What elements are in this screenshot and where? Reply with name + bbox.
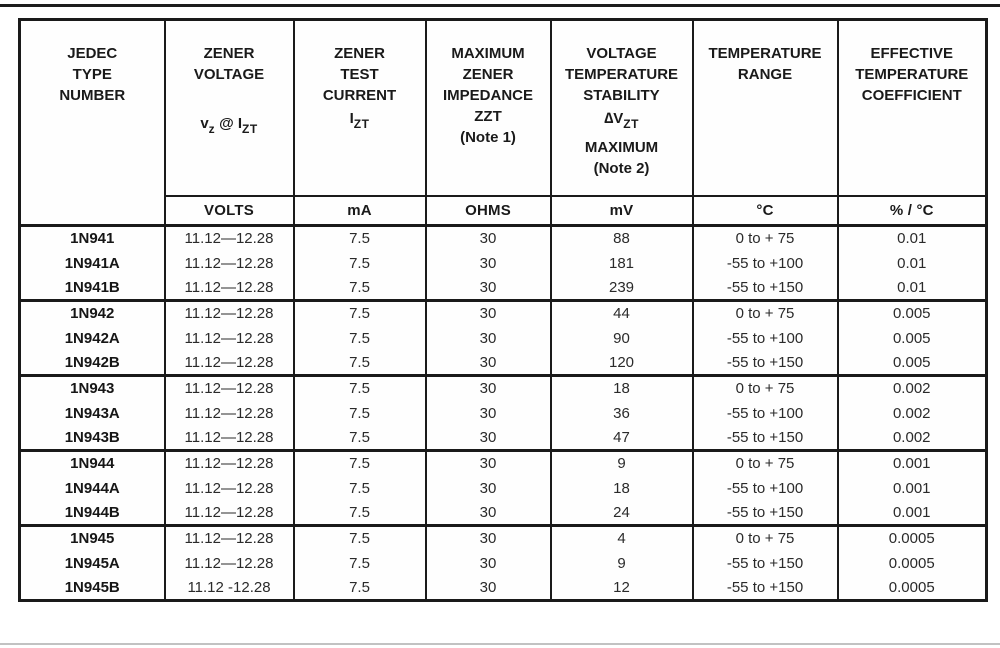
value-cell: -55 to +100 — [693, 401, 838, 426]
value-cell: 30 — [426, 476, 551, 501]
header-note-2: (Note 2) — [593, 160, 650, 177]
value-cell: 7.5 — [294, 301, 426, 326]
value-cell: 11.12—12.28 — [165, 526, 294, 551]
column-header-temperature-range — [693, 20, 838, 196]
header-line: ZZT — [474, 108, 502, 125]
value-cell: 0.005 — [838, 301, 987, 326]
value-cell: 9 — [551, 551, 693, 576]
page-bottom-rule — [0, 643, 1000, 645]
value-cell: 11.12—12.28 — [165, 451, 294, 476]
value-cell: 7.5 — [294, 376, 426, 401]
value-cell: 30 — [426, 451, 551, 476]
header-line: ZENER — [203, 45, 255, 62]
value-cell: 7.5 — [294, 326, 426, 351]
value-cell: 30 — [426, 551, 551, 576]
value-cell: 11.12 -12.28 — [165, 576, 294, 601]
header-line: COEFFICIENT — [861, 87, 962, 104]
type-number-cell: 1N944A — [20, 476, 165, 501]
value-cell: 120 — [551, 351, 693, 376]
table-row — [20, 376, 987, 401]
type-number-cell: 1N941 — [20, 226, 165, 251]
table-row — [20, 426, 987, 451]
value-cell: -55 to +100 — [693, 326, 838, 351]
value-cell: 7.5 — [294, 251, 426, 276]
table-row — [20, 351, 987, 376]
value-cell: 0.0005 — [838, 576, 987, 601]
zener-diode-spec-table — [18, 18, 988, 602]
value-cell: 30 — [426, 226, 551, 251]
header-line: RANGE — [737, 66, 793, 83]
value-cell: 11.12—12.28 — [165, 476, 294, 501]
header-line: JEDEC — [67, 45, 118, 62]
unit-cell-percent-per-celsius: % / °C — [838, 196, 987, 226]
value-cell: 0.002 — [838, 376, 987, 401]
value-cell: 0.005 — [838, 351, 987, 376]
formula-operator: @ — [219, 115, 234, 132]
value-cell: 30 — [426, 251, 551, 276]
value-cell: 11.12—12.28 — [165, 551, 294, 576]
value-cell: 88 — [551, 226, 693, 251]
value-cell: 0.002 — [838, 426, 987, 451]
value-cell: 30 — [426, 501, 551, 526]
value-cell: 7.5 — [294, 576, 426, 601]
value-cell: 9 — [551, 451, 693, 476]
value-cell: 0.005 — [838, 326, 987, 351]
value-cell: 30 — [426, 276, 551, 301]
value-cell: 7.5 — [294, 226, 426, 251]
value-cell: 0 to + 75 — [693, 226, 838, 251]
table-row — [20, 301, 987, 326]
header-line: TEMPERATURE — [564, 66, 679, 83]
value-cell: -55 to +150 — [693, 351, 838, 376]
header-row — [20, 20, 987, 196]
value-cell: 7.5 — [294, 401, 426, 426]
unit-cell-ohms: OHMS — [426, 196, 551, 226]
value-cell: 0.002 — [838, 401, 987, 426]
table-row — [20, 451, 987, 476]
value-cell: 11.12—12.28 — [165, 501, 294, 526]
value-cell: 30 — [426, 351, 551, 376]
value-cell: 11.12—12.28 — [165, 301, 294, 326]
value-cell: 7.5 — [294, 451, 426, 476]
table-row — [20, 276, 987, 301]
type-number-cell: 1N942A — [20, 326, 165, 351]
type-number-cell: 1N945B — [20, 576, 165, 601]
value-cell: 47 — [551, 426, 693, 451]
table-row — [20, 251, 987, 276]
row-group — [20, 226, 987, 301]
value-cell: 0.001 — [838, 451, 987, 476]
table-header — [20, 20, 987, 226]
value-cell: 7.5 — [294, 276, 426, 301]
type-number-cell: 1N942B — [20, 351, 165, 376]
column-header-voltage-temperature-stability — [551, 20, 693, 196]
header-line: CURRENT — [322, 87, 397, 104]
header-line: IMPEDANCE — [442, 87, 533, 104]
value-cell: 0 to + 75 — [693, 301, 838, 326]
table-row — [20, 326, 987, 351]
unit-cell-ma: mA — [294, 196, 426, 226]
type-number-cell: 1N945A — [20, 551, 165, 576]
formula-subscript: ZT — [241, 122, 258, 136]
row-group — [20, 301, 987, 376]
value-cell: 7.5 — [294, 426, 426, 451]
header-line: NUMBER — [59, 87, 126, 104]
page-top-rule — [0, 4, 1000, 7]
type-number-cell: 1N944 — [20, 451, 165, 476]
column-header-max-zener-impedance — [426, 20, 551, 196]
type-number-cell: 1N944B — [20, 501, 165, 526]
value-cell: 7.5 — [294, 476, 426, 501]
value-cell: 11.12—12.28 — [165, 326, 294, 351]
value-cell: 0.001 — [838, 501, 987, 526]
value-cell: 0.0005 — [838, 551, 987, 576]
value-cell: 7.5 — [294, 501, 426, 526]
value-cell: 11.12—12.28 — [165, 351, 294, 376]
header-line: MAXIMUM — [584, 139, 659, 156]
header-line: ZENER — [334, 45, 385, 62]
header-note-1: (Note 1) — [460, 129, 516, 146]
type-number-cell: 1N941A — [20, 251, 165, 276]
formula-subscript: ZT — [353, 117, 370, 131]
value-cell: -55 to +150 — [693, 276, 838, 301]
value-cell: 30 — [426, 401, 551, 426]
table-row — [20, 551, 987, 576]
value-cell: 30 — [426, 301, 551, 326]
value-cell: 11.12—12.28 — [165, 376, 294, 401]
value-cell: 24 — [551, 501, 693, 526]
value-cell: 18 — [551, 476, 693, 501]
header-line: ZENER — [462, 66, 514, 83]
row-group — [20, 526, 987, 601]
unit-cell-celsius: °C — [693, 196, 838, 226]
value-cell: 11.12—12.28 — [165, 401, 294, 426]
value-cell: 11.12—12.28 — [165, 251, 294, 276]
header-line: MAXIMUM — [451, 45, 525, 62]
value-cell: 30 — [426, 576, 551, 601]
formula-symbol: I — [349, 110, 354, 127]
column-header-effective-temperature-coefficient — [838, 20, 987, 196]
value-cell: 7.5 — [294, 551, 426, 576]
value-cell: -55 to +150 — [693, 501, 838, 526]
delta-vzt-formula — [604, 108, 639, 130]
type-number-cell: 1N943A — [20, 401, 165, 426]
formula-symbol: v — [200, 115, 209, 132]
value-cell: 12 — [551, 576, 693, 601]
formula-symbol: ∆V — [604, 110, 624, 127]
header-line: TEST — [340, 66, 379, 83]
header-line: TEMPERATURE — [855, 66, 969, 83]
value-cell: -55 to +100 — [693, 476, 838, 501]
value-cell: 7.5 — [294, 351, 426, 376]
value-cell: 36 — [551, 401, 693, 426]
column-header-zener-voltage — [165, 20, 294, 196]
value-cell: 0.01 — [838, 251, 987, 276]
header-line: VOLTAGE — [586, 45, 657, 62]
zener-voltage-formula — [200, 113, 257, 135]
type-number-cell: 1N941B — [20, 276, 165, 301]
header-line: EFFECTIVE — [870, 45, 953, 62]
value-cell: 11.12—12.28 — [165, 226, 294, 251]
value-cell: 181 — [551, 251, 693, 276]
value-cell: 18 — [551, 376, 693, 401]
type-number-cell: 1N942 — [20, 301, 165, 326]
column-header-zener-test-current — [294, 20, 426, 196]
value-cell: 4 — [551, 526, 693, 551]
value-cell: 30 — [426, 326, 551, 351]
value-cell: 0 to + 75 — [693, 376, 838, 401]
value-cell: 0.0005 — [838, 526, 987, 551]
row-group — [20, 451, 987, 526]
unit-cell-volts: VOLTS — [165, 196, 294, 226]
header-line: VOLTAGE — [193, 66, 265, 83]
table-row — [20, 501, 987, 526]
formula-subscript: ZT — [623, 117, 639, 131]
value-cell: 0.001 — [838, 476, 987, 501]
type-number-cell: 1N943B — [20, 426, 165, 451]
value-cell: 30 — [426, 526, 551, 551]
value-cell: -55 to +100 — [693, 251, 838, 276]
unit-cell-mv: mV — [551, 196, 693, 226]
table-row — [20, 526, 987, 551]
value-cell: 7.5 — [294, 526, 426, 551]
header-line: STABILITY — [583, 87, 660, 104]
table-row — [20, 401, 987, 426]
type-number-cell: 1N945 — [20, 526, 165, 551]
column-header-jedec-type-number — [20, 20, 165, 226]
row-group — [20, 376, 987, 451]
table-row — [20, 576, 987, 601]
value-cell: 30 — [426, 426, 551, 451]
value-cell: 0 to + 75 — [693, 526, 838, 551]
header-line: TEMPERATURE — [708, 45, 822, 62]
formula-symbol: I — [237, 115, 242, 132]
test-current-formula — [350, 108, 370, 130]
value-cell: 0.01 — [838, 226, 987, 251]
value-cell: 11.12—12.28 — [165, 276, 294, 301]
value-cell: 239 — [551, 276, 693, 301]
value-cell: 0 to + 75 — [693, 451, 838, 476]
value-cell: -55 to +150 — [693, 426, 838, 451]
value-cell: 44 — [551, 301, 693, 326]
table-row — [20, 476, 987, 501]
value-cell: -55 to +150 — [693, 576, 838, 601]
value-cell: 90 — [551, 326, 693, 351]
header-line: TYPE — [72, 66, 112, 83]
table-row — [20, 226, 987, 251]
formula-subscript: z — [208, 122, 216, 136]
value-cell: 30 — [426, 376, 551, 401]
type-number-cell: 1N943 — [20, 376, 165, 401]
value-cell: -55 to +150 — [693, 551, 838, 576]
units-row — [20, 196, 987, 226]
value-cell: 0.01 — [838, 276, 987, 301]
value-cell: 11.12—12.28 — [165, 426, 294, 451]
